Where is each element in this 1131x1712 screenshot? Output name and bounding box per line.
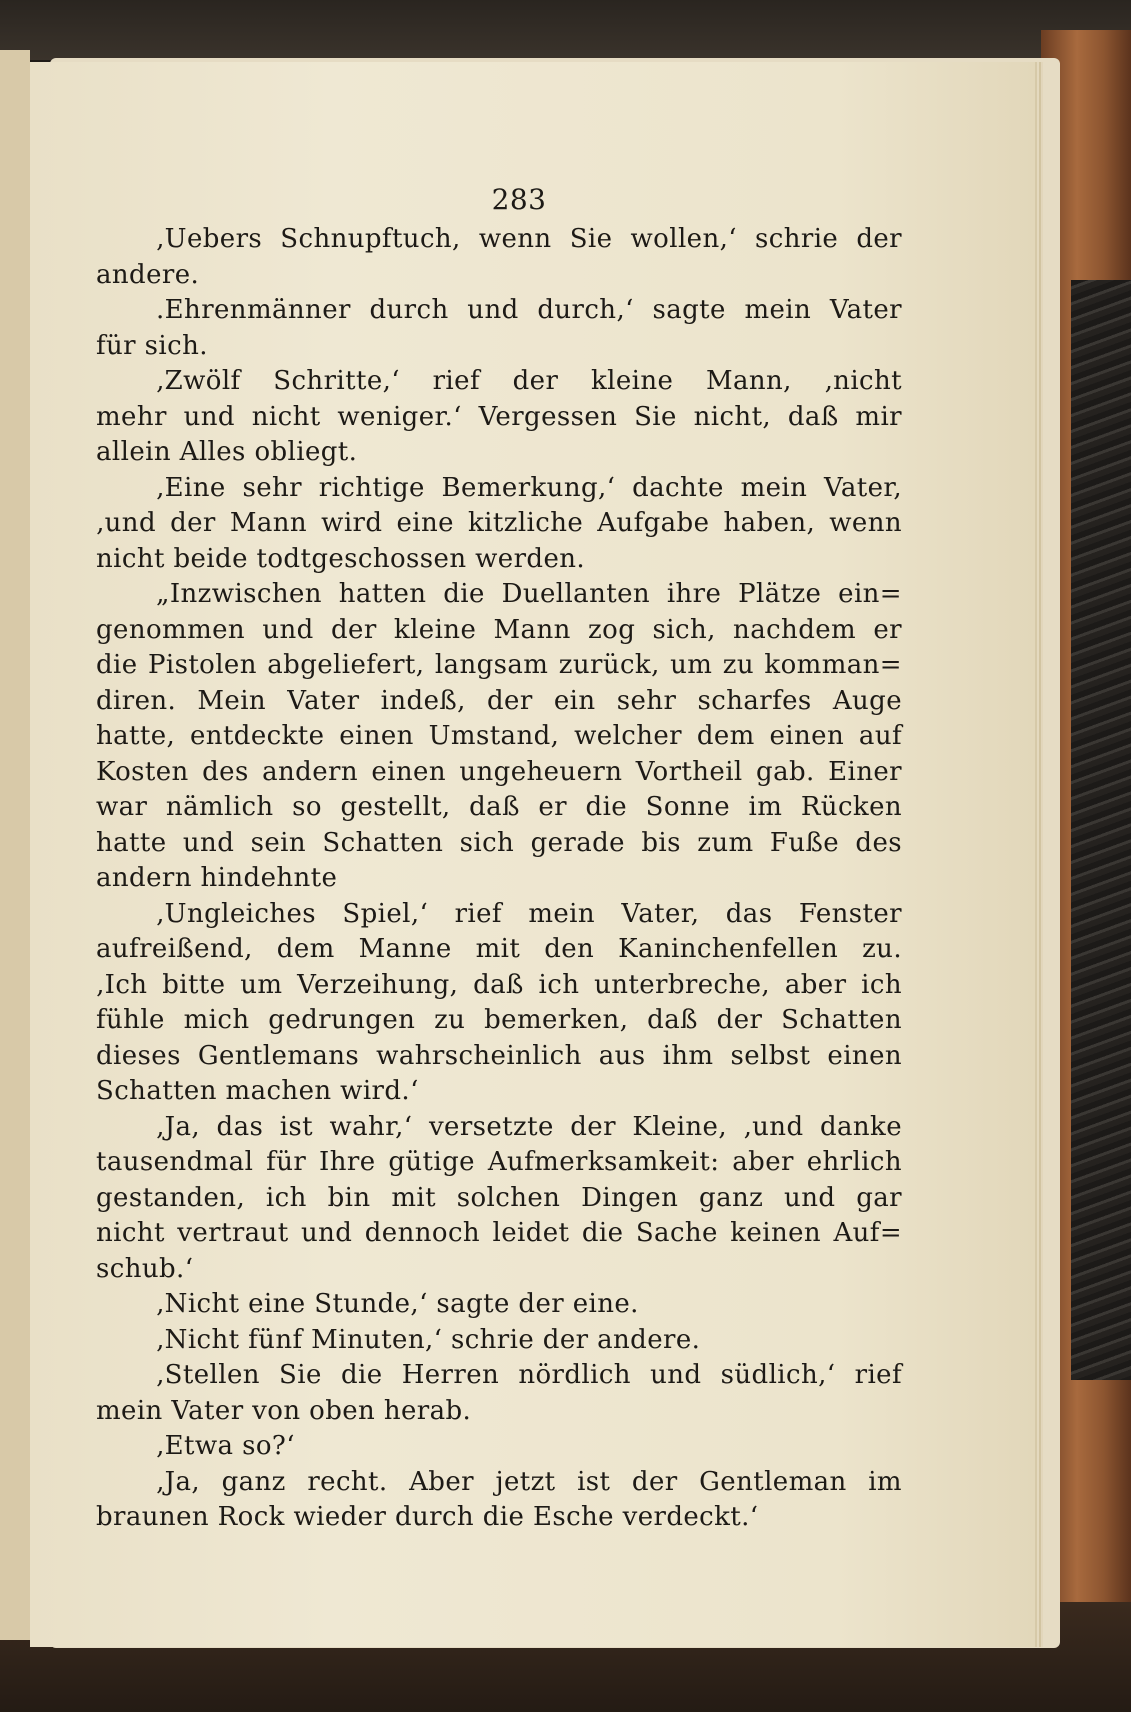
text-line: tausendmal für Ihre gütige Aufmerksamkeit: aber ehrlich xyxy=(96,1147,902,1177)
text-line: schub.‘ xyxy=(96,1253,194,1284)
text-line: ‚und der Mann wird eine kitzliche Aufgabe haben, wenn xyxy=(96,508,902,538)
text-line: für sich. xyxy=(96,330,208,361)
text-line: ‚Ja, ganz recht. Aber jetzt ist der Gentleman im xyxy=(156,1466,902,1497)
text-line: ‚Nicht fünf Minuten,‘ schrie der andere. xyxy=(156,1324,701,1355)
text-line: ‚Uebers Schnupftuch, wenn Sie wollen,‘ schrie der xyxy=(156,224,902,254)
text-line: fühle mich gedrungen zu bemerken, daß der Schatten xyxy=(96,1005,902,1035)
text-line: aufreißend, dem Manne mit den Kaninchenfellen zu. xyxy=(96,934,902,964)
text-line: allein Alles obliegt. xyxy=(96,437,358,467)
text-line: ‚Ich bitte um Verzeihung, daß ich unterbreche, aber ich xyxy=(96,969,902,1000)
text-line: Kosten des andern einen ungeheuern Vortheil gab. Einer xyxy=(96,756,902,787)
text-line: ‚Stellen Sie die Herren nördlich und südlich,‘ rief xyxy=(156,1360,902,1390)
text-line: nicht vertraut und dennoch leidet die Sache keinen Auf= xyxy=(96,1218,902,1248)
text-line: Schatten machen wird.‘ xyxy=(96,1076,419,1106)
text-line: ‚Nicht eine Stunde,‘ sagte der eine. xyxy=(156,1289,639,1319)
text-line: dieses Gentlemans wahrscheinlich aus ihm selbst einen xyxy=(96,1040,902,1071)
text-line: die Pistolen abgeliefert, langsam zurück, um zu komman= xyxy=(96,650,902,680)
text-line: „Inzwischen hatten die Duellanten ihre Plätze ein= xyxy=(156,579,902,609)
text-line: mein Vater von oben herab. xyxy=(96,1395,472,1426)
text-line: hatte und sein Schatten sich gerade bis zum Fuße des xyxy=(96,827,902,858)
text-line: ‚Zwölf Schritte,‘ rief der kleine Mann, ‚nicht xyxy=(156,366,902,396)
page-number: 283 xyxy=(491,183,547,216)
book-binding-top xyxy=(0,0,1131,60)
marbled-cover-edge xyxy=(1071,280,1131,1380)
text-line: ‚Eine sehr richtige Bemerkung,‘ dachte mein Vater, xyxy=(156,472,902,503)
facing-page-edge xyxy=(0,50,30,1640)
text-line: braunen Rock wieder durch die Esche verdeckt.‘ xyxy=(96,1502,759,1532)
text-line: war nämlich so gestellt, daß er die Sonne im Rücken xyxy=(96,792,902,822)
text-line: hatte, entdeckte einen Umstand, welcher dem einen auf xyxy=(96,721,902,751)
text-line: mehr und nicht weniger.‘ Vergessen Sie nicht, daß mir xyxy=(96,401,902,432)
text-line: gestanden, ich bin mit solchen Dingen ganz und gar xyxy=(96,1182,902,1213)
text-lines xyxy=(96,222,902,1536)
page-text xyxy=(96,178,902,1536)
text-line: andern hindehnte xyxy=(96,863,338,893)
text-line: andere. xyxy=(96,259,200,290)
text-line: ‚Ja, das ist wahr,‘ versetzte der Kleine, ‚und danke xyxy=(156,1111,902,1142)
text-line: ‚Ungleiches Spiel,‘ rief mein Vater, das Fenster xyxy=(156,898,902,929)
text-line: nicht beide todtgeschossen werden. xyxy=(96,543,586,574)
text-line: .Ehrenmänner durch und durch,‘ sagte mein Vater xyxy=(156,295,902,325)
text-line: ‚Etwa so?‘ xyxy=(156,1431,295,1461)
text-line: genommen und der kleine Mann zog sich, nachdem er xyxy=(96,614,902,645)
text-line: diren. Mein Vater indeß, der ein sehr scharfes Auge xyxy=(96,685,902,716)
